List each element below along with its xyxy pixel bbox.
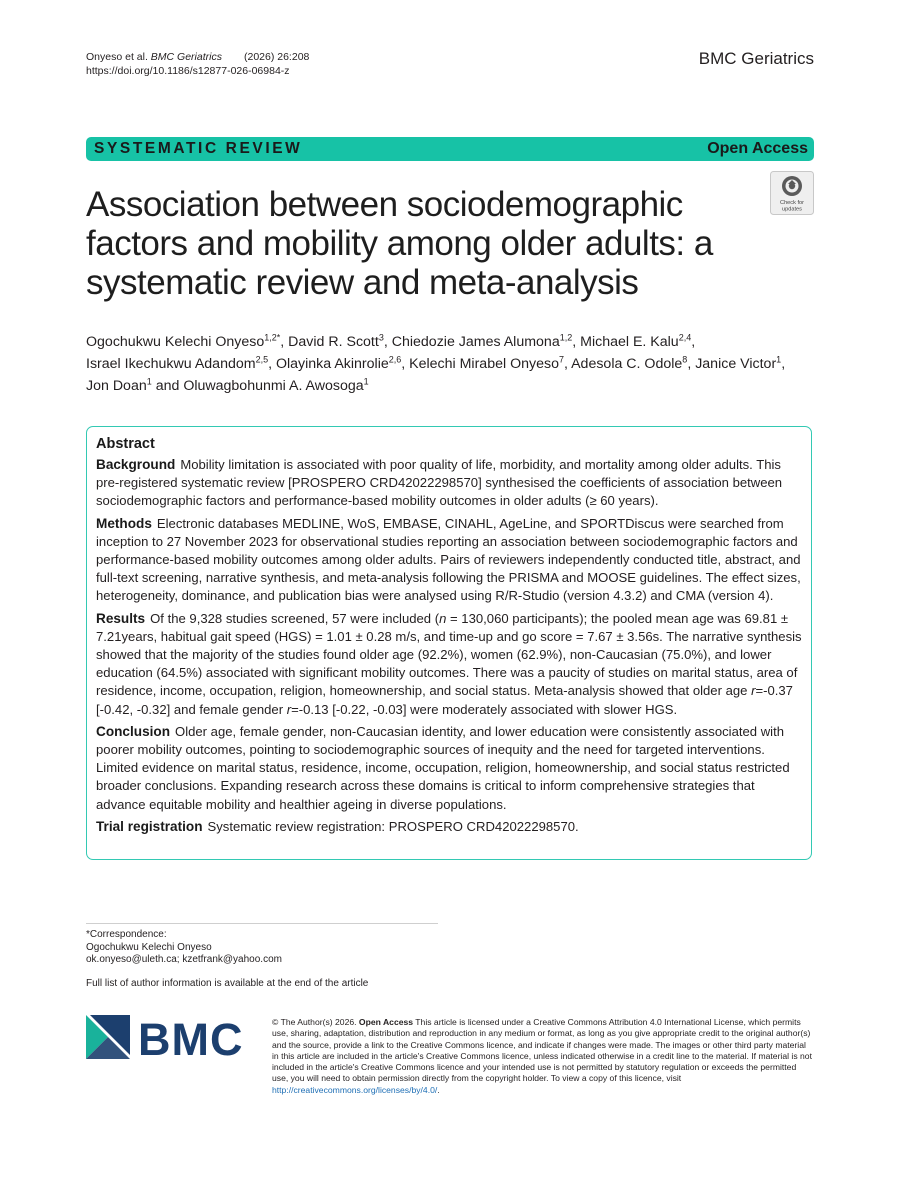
author: David R. Scott$^3$ [288, 332, 384, 350]
abstract-results: Results Of the 9,328 studies screened, 57 were included (n = 130,060 participants); the pooled mean age was 69.81 ± 7.21years, habitual gait speed (HGS) = 1.01 ± 0.28 m/s, and time-up and go score = 7.67 ± 3.56s. The narrative synthesis showed that the majority of the studies found older age (92.2%), women (62.9%), non-Caucasian (75.0%), and lower education (64.5%) associated with significant mobility outcomes. There was a paucity of studies on marital status, area of residence, income, occupation, religion, homeownership, and social status. Meta-analysis showed that older age r=-0.37 [-0.42, -0.32] and female gender r=-0.13 [-0.22, -0.03] were moderately associated with slower HGS. [96, 610, 802, 717]
journal-name: BMC Geriatrics [698, 49, 814, 68]
abstract-trial-registration: Trial registration Systematic review registration: PROSPERO CRD42022298570. [96, 818, 579, 834]
author: Adesola C. Odole$^8$ [571, 354, 688, 372]
abstract-conclusion: Conclusion Older age, female gender, non-Caucasian identity, and lower education were consistently associated with poorer mobility outcomes, pointing to sociodemographic sources of inequity and the need for targeted interventions. Limited evidence on marital status, residence, income, occupation, religion, homeownership, and social status restricted broader conclusions. Expanding research across these domains is critical to inform comprehensive strategies that advance equitable mobility and healthier ageing in diverse populations. [96, 723, 790, 812]
check-for-updates-label-1: Check for [780, 200, 804, 206]
bmc-logo [86, 1015, 252, 1059]
author: Jon Doan$^1$ [86, 376, 152, 394]
author: Chiedozie James Alumona$^{1,2}$ [391, 332, 573, 350]
correspondence [86, 929, 282, 967]
abstract-box [86, 426, 812, 860]
full-author-info-note: Full list of author information is available at the end of the article [86, 978, 369, 989]
year-volume: (2026) 26:208 [243, 51, 310, 63]
author: Janice Victor$^1$ [695, 354, 782, 372]
open-access-label: Open Access [707, 140, 808, 157]
logo-wordmark: BMC [138, 1015, 244, 1059]
license-link[interactable]: http://creativecommons.org/licenses/by/4.0/ [272, 1084, 438, 1095]
correspondence-name: Ogochukwu Kelechi Onyeso [86, 941, 212, 953]
author: Olayinka Akinrolie$^{2,6}$ [275, 354, 402, 372]
author: Israel Ikechukwu Adandom$^{2,5}$ [86, 354, 269, 372]
abstract-heading: Abstract [96, 436, 155, 452]
author: Ogochukwu Kelechi Onyeso$^{1,2*}$ [86, 332, 281, 350]
article-title: Association between sociodemographic factors and mobility among older adults: a systematic review and meta-analysis [86, 185, 713, 302]
abstract-methods: Methods Electronic databases MEDLINE, WoS, EMBASE, CINAHL, AgeLine, and SPORTDiscus were searched from inception to 27 November 2023 for observational studies reporting an association between sociodemographic factors and performance-based mobility outcomes among older adults. Pairs of reviewers independently conducted title, abstract, and full-text screening, narrative synthesis, and meta-analysis following the PRISMA and MOOSE guidelines. The effect sizes, heterogeneity, dominance, and publication bias were analysed using R/R-Studio (version 4.3.2) and CMA (version 4). [96, 515, 801, 604]
doi-link[interactable]: https://doi.org/10.1186/s12877-026-06984-z [86, 65, 290, 77]
citation-authors: Onyeso et al. BMC Geriatrics [86, 51, 222, 63]
correspondence-label: *Correspondence: [86, 929, 167, 940]
footnote-divider [86, 923, 438, 924]
license-statement: © The Author(s) 2026. Open Access This article is licensed under a Creative Commons Attribution 4.0 International License, which permits use, sharing, adaptation, distribution and reproduction in any medium or format, as long as you give appropriate credit to the original author(s) and the source, provide a link to the Creative Commons licence, and indicate if changes were made. The images or other third party material in this article are included in the article's Creative Commons licence, unless indicated otherwise in a credit line to the material. If material is not included in the article's Creative Commons licence and your intended use is not permitted by statutory regulation or exceeds the permitted use, you will need to obtain permission directly from the copyright holder. To view a copy of this licence, visit http://creativecommons.org/licenses/by/4.0/. [272, 1017, 812, 1095]
citation-line [86, 50, 309, 64]
running-header [86, 50, 309, 78]
check-for-updates-badge[interactable] [770, 171, 814, 215]
article-type: SYSTEMATIC REVIEW [94, 140, 303, 157]
author: Michael E. Kalu$^{2,4}$ [580, 332, 692, 350]
author: Kelechi Mirabel Onyeso$^7$ [409, 354, 564, 372]
correspondence-emails[interactable]: ok.onyeso@uleth.ca; kzetfrank@yahoo.com [86, 954, 282, 965]
author-list: Ogochukwu Kelechi Onyeso$^{1,2*}$, David R. Scott$^3$, Chiedozie James Alumona$^{1,2}$, Michael E. Kalu$^{2,4}$, Israel Ikechukwu Adandom$^{2,5}$, Olayinka Akinrolie$^{2,6}$, Kelechi Mirabel Onyeso$^7$, Adesola C. Odole$^8$, Janice Victor$^1$, Jon Doan$^1$ and Oluwagbohunmi A. Awosoga$^1$ [86, 332, 786, 394]
check-for-updates-label-2: updates [782, 206, 802, 213]
article-type-banner [86, 137, 814, 161]
abstract-background: Background Mobility limitation is associated with poor quality of life, morbidity, and mortality among older adults. This pre-registered systematic review [PROSPERO CRD42022298570] synthesised the coefficients of association between sociodemographic factors and performance-based mobility outcomes in older adults (≥ 60 years). [96, 457, 783, 509]
author: Oluwagbohunmi A. Awosoga$^1$ [183, 376, 369, 394]
